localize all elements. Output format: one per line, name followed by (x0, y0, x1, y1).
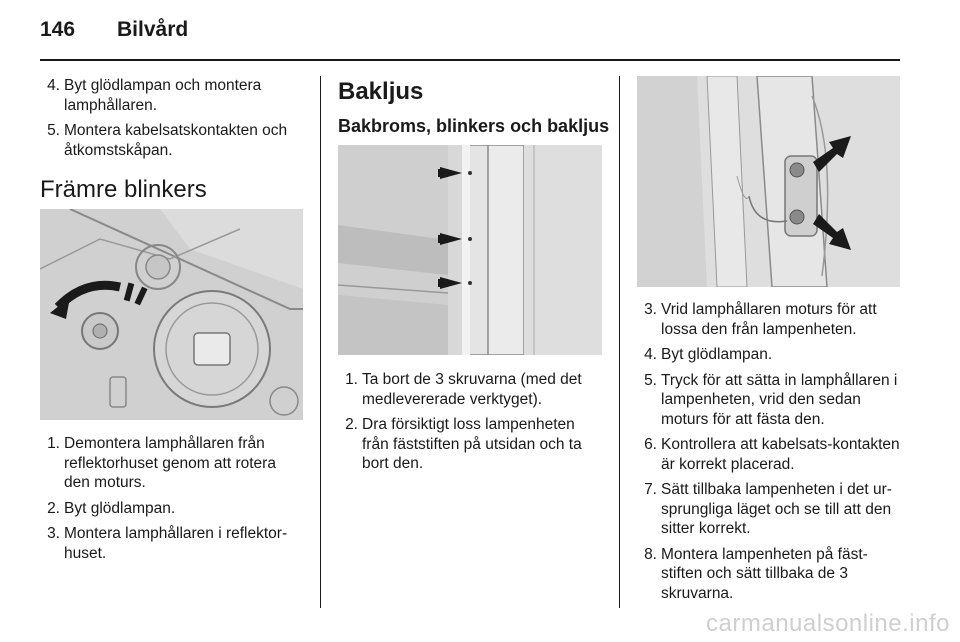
intro-step-list (40, 76, 306, 160)
list-item: 6. Kontrollera att kabelsats-kontakten är korrekt placerad. (644, 436, 900, 473)
list-item: 4. Byt glödlampan. (644, 346, 773, 363)
rear-light-illustration (338, 145, 602, 355)
bulb-replacement-step-list (637, 300, 903, 603)
list-item: 3. Vrid lamphållaren moturs för att lossa den från lampenheten. (644, 301, 877, 338)
list-item: 1. Ta bort de 3 skruvarna (med det medlevererade verktyget). (345, 371, 582, 408)
header-rule (40, 59, 900, 61)
section-heading-rear-lights: Bakljus (338, 78, 424, 105)
list-item: 8. Montera lampenheten på fäst-stiften och sätt tillbaka de 3 skruvarna. (644, 545, 868, 602)
middle-steps (338, 370, 604, 480)
left-steps (40, 434, 306, 569)
list-item: 2. Dra försiktigt loss lampenheten från fäststiften på utsidan och ta bort den. (345, 416, 582, 472)
subsection-heading: Bakbroms, blinkers och bakljus (338, 116, 610, 136)
front-indicator-step-list (40, 434, 306, 563)
column-divider-left (320, 76, 321, 608)
page-number: 146 (40, 18, 76, 41)
bulb-holder-illustration (637, 76, 900, 287)
left-column (40, 76, 306, 166)
watermark: carmanualsonline.info (706, 610, 950, 637)
front-indicator-illustration (40, 209, 303, 420)
list-item: 2. Byt glödlampan. (47, 499, 176, 517)
list-item: 5. Tryck för att sätta in lamphållaren i lampenheten, vrid den sedan moturs för att fästa den. (644, 371, 898, 428)
list-item: 1. Demontera lamphållaren från reflektorhuset genom att rotera den moturs. (47, 435, 276, 491)
section-heading-front-indicators: Främre blinkers (40, 176, 207, 203)
list-item: 7. Sätt tillbaka lampenheten i det ur-sprungliga läget och se till att den sitter korrekt. (644, 481, 892, 537)
column-divider-right (619, 76, 620, 608)
rear-light-step-list (338, 370, 604, 474)
page-title: Bilvård (117, 18, 189, 41)
list-item: 5. Montera kabelsatskontakten och åtkomstskåpan. (47, 122, 288, 159)
page-header (40, 18, 900, 48)
list-item: 4. Byt glödlampan och montera lamphållaren. (47, 77, 262, 114)
right-steps (637, 300, 903, 609)
list-item: 3. Montera lamphållaren i reflektor-huset. (47, 525, 288, 562)
